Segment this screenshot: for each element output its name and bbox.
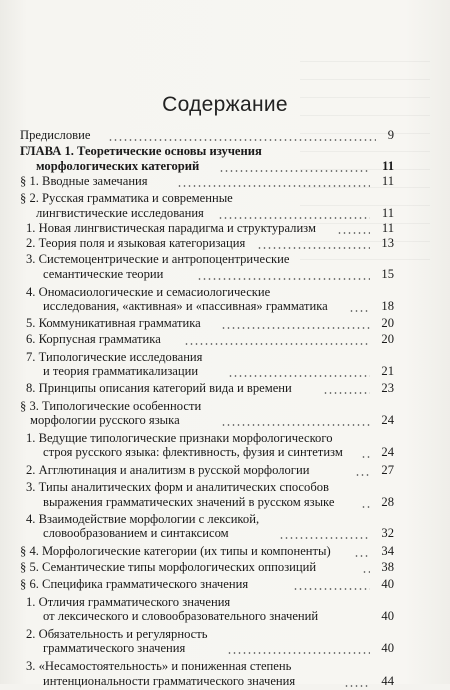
toc-entry: [0, 525, 450, 542]
dot-leader: [184, 343, 370, 345]
toc-entry-title: 1. Новая лингвистическая парадигма и структурализм: [26, 221, 316, 235]
toc-entry-title: § 4. Морфологические категории (их типы и компоненты): [20, 544, 331, 558]
toc-entry: [0, 235, 450, 252]
toc-entry-title: и теория грамматикализации: [43, 364, 199, 378]
toc-page-number: 23: [381, 381, 394, 395]
toc-entry-title: словообразованием и синтаксисом: [43, 526, 229, 540]
dot-leader: [279, 537, 370, 539]
toc-entry: [0, 412, 450, 429]
toc-entry-title: 3. «Несамостоятельность» и пониженная степень: [26, 659, 292, 673]
dot-leader: [177, 185, 370, 187]
toc-entry-title: Предисловие: [20, 128, 91, 142]
dot-leader: [354, 555, 370, 557]
toc-page-number: 21: [381, 364, 394, 378]
dot-leader: [349, 310, 370, 312]
toc-page-number: 40: [381, 577, 394, 591]
toc-entry: [0, 559, 450, 576]
toc-entry-title: строя русского языка: флективность, фузия и синтетизм: [43, 445, 343, 459]
dot-leader: [219, 170, 370, 172]
toc-entry: [0, 462, 450, 479]
dot-leader: [228, 375, 370, 377]
toc-entry-title: § 1. Вводные замечания: [20, 174, 148, 188]
page-title: Содержание: [162, 93, 288, 116]
dot-leader: [221, 424, 370, 426]
toc-entry-title: 2. Агглютинация и аналитизм в русской морфологии: [26, 463, 310, 477]
dot-leader: [221, 327, 370, 329]
toc-page-number: 27: [381, 463, 394, 477]
toc-page-number: 11: [382, 159, 394, 173]
toc-entry-title: грамматического значения: [43, 641, 186, 655]
toc-entry: [0, 298, 450, 315]
toc-page-number: 11: [381, 206, 394, 220]
toc-page-number: 18: [381, 299, 394, 313]
toc-entry-title: 8. Принципы описания категорий вида и времени: [26, 381, 292, 395]
toc-entry-title: интенциональности грамматического значения: [43, 674, 296, 688]
toc-entry-title: § 6. Специфика грамматического значения: [20, 577, 249, 591]
toc-entry-title: § 5. Семантические типы морфологических оппозиций: [20, 560, 317, 574]
toc-entry-title: от лексического и словообразовательного значений: [43, 609, 319, 623]
toc-page-number: 24: [381, 413, 394, 427]
toc-page-number: 20: [381, 332, 394, 346]
toc-page-number: 38: [381, 560, 394, 574]
toc-entry-title: 3. Типы аналитических форм и аналитических способов: [26, 480, 329, 494]
toc-entry-title: морфологии русского языка: [30, 413, 180, 427]
toc-page-number: 11: [381, 221, 394, 235]
toc-entry: [0, 266, 450, 283]
dot-leader: [361, 456, 370, 458]
toc-entry: [0, 363, 450, 380]
toc-page-number: 32: [381, 526, 394, 540]
dot-leader: [355, 474, 370, 476]
toc-page-number: 20: [381, 316, 394, 330]
dot-leader: [108, 139, 376, 141]
dot-leader: [197, 278, 370, 280]
dot-leader: [337, 232, 370, 234]
toc-page-number: 40: [381, 609, 394, 623]
toc-entry: [0, 331, 450, 348]
toc-page-number: 11: [381, 174, 394, 188]
toc-entry-title: 5. Коммуникативная грамматика: [26, 316, 201, 330]
toc-entry-title: ГЛАВА 1. Теоретические основы изучения: [20, 144, 262, 158]
toc-entry-title: 2. Теория поля и языковая категоризация: [26, 236, 246, 250]
toc-page-number: 28: [381, 495, 394, 509]
toc-entry-title: 4. Взаимодействие морфологии с лексикой,: [26, 512, 260, 526]
toc-entry-title: § 2. Русская грамматика и современные: [20, 191, 233, 205]
toc-entry-title: 2. Обязательность и регулярность: [26, 627, 208, 641]
toc-page-number: 34: [381, 544, 394, 558]
toc-entry: [0, 640, 450, 657]
toc-entry-title: семантические теории: [43, 267, 164, 281]
toc-entry-title: 1. Отличия грамматического значения: [26, 595, 231, 609]
toc-entry: [0, 673, 450, 690]
toc-entry-title: 7. Типологические исследования: [26, 350, 203, 364]
dot-leader: [344, 685, 370, 687]
toc-entry: [0, 608, 450, 625]
dot-leader: [323, 392, 370, 394]
toc-entry: [0, 315, 450, 332]
toc-entry: [0, 494, 450, 511]
toc-page-number: 9: [387, 128, 394, 142]
dot-leader: [227, 652, 370, 654]
dot-leader: [362, 571, 370, 573]
toc-entry: [0, 543, 450, 560]
toc-page-number: 44: [381, 674, 394, 688]
toc-entry: [0, 380, 450, 397]
toc-entry: [0, 444, 450, 461]
dot-leader: [361, 506, 370, 508]
dot-leader: [257, 247, 370, 249]
toc-page-number: 13: [381, 236, 394, 250]
toc-entry: [0, 127, 450, 144]
toc-entry-title: § 3. Типологические особенности: [20, 399, 202, 413]
dot-leader: [218, 217, 370, 219]
toc-entry-title: лингвистические исследования: [36, 206, 204, 220]
toc-entry-title: выражения грамматических значений в русском языке: [43, 495, 335, 509]
toc-entry-title: исследования, «активная» и «пассивная» грамматика: [43, 299, 328, 313]
dot-leader: [293, 588, 370, 590]
toc-entry-title: 4. Ономасиологические и семасиологические: [26, 285, 271, 299]
toc-page-number: 24: [381, 445, 394, 459]
toc-entry-title: 6. Корпусная грамматика: [26, 332, 161, 346]
toc-entry-title: морфологических категорий: [36, 159, 200, 173]
toc-entry-title: 1. Ведущие типологические признаки морфологического: [26, 431, 333, 445]
toc-entry: [0, 173, 450, 190]
toc-page-number: 40: [381, 641, 394, 655]
toc-entry: [0, 576, 450, 593]
toc-page-number: 15: [381, 267, 394, 281]
toc-entry-title: 3. Системоцентрические и антропоцентрические: [26, 252, 290, 266]
